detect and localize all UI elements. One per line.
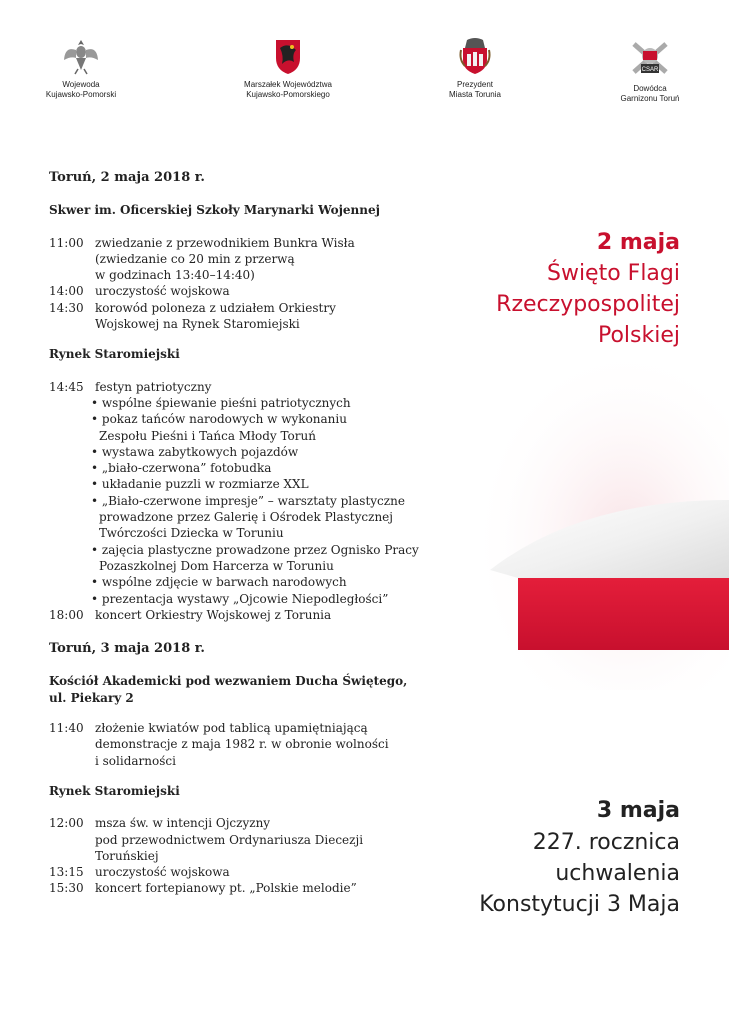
list-item: • wspólne zdjęcie w barwach narodowych	[91, 575, 347, 590]
schedule-text: korowód poloneza z udziałem Orkiestry	[95, 300, 336, 315]
schedule-text: złożenie kwiatów pod tablicą upamiętniającą	[95, 721, 368, 736]
eagle-emblem-icon	[61, 36, 101, 76]
day1-place1: Skwer im. Oficerskiej Szkoły Marynarki Wojennej	[49, 203, 380, 218]
schedule-item	[49, 815, 449, 864]
list-item: Twórczości Dziecka w Toruniu	[99, 526, 284, 541]
title-3-maja-line: uchwalenia	[555, 861, 680, 886]
list-item: • pokaz tańców narodowych w wykonaniu	[91, 412, 347, 427]
schedule-time: 14:00	[49, 284, 84, 299]
schedule-text: koncert Orkiestry Wojskowej z Torunia	[95, 607, 332, 622]
day2-place1	[49, 673, 449, 706]
title-3-maja-line: 227. rocznica	[532, 830, 680, 855]
schedule-text: w godzinach 13:40–14:40)	[95, 268, 255, 283]
day2-place1-line: Kościół Akademicki pod wezwaniem Ducha Świętego,	[49, 674, 408, 689]
title-2-maja-head: 2 maja	[596, 230, 680, 255]
schedule-text: Toruńskiej	[95, 848, 159, 863]
list-item: Pozaszkolnej Dom Harcerza w Toruniu	[99, 558, 334, 573]
day2-place1-line: ul. Piekary 2	[49, 690, 134, 705]
logo-prezydent	[400, 36, 550, 100]
day2-date: Toruń, 3 maja 2018 r.	[49, 641, 205, 657]
schedule-item	[49, 607, 449, 623]
title-2-maja-line: Polskiej	[597, 323, 680, 348]
festyn-bullet-list	[49, 395, 449, 607]
logo-caption-line: Kujawsko-Pomorski	[45, 90, 117, 99]
schedule-time: 13:15	[49, 865, 84, 880]
logo-marszalek	[213, 36, 363, 100]
schedule-text: uroczystość wojskowa	[95, 284, 230, 299]
title-3-maja	[479, 795, 680, 920]
schedule-text: i solidarności	[95, 753, 176, 768]
list-item: • zajęcia plastyczne prowadzone przez Ognisko Pracy	[91, 542, 419, 557]
list-item: • prezentacja wystawy „Ojcowie Niepodległości”	[91, 591, 389, 606]
logo-dowodca	[575, 36, 725, 104]
list-item: • „biało-czerwona” fotobudka	[91, 461, 272, 476]
schedule-item	[49, 880, 449, 896]
schedule-time: 14:45	[49, 379, 84, 394]
title-3-maja-line: Konstytucji 3 Maja	[479, 892, 680, 917]
title-2-maja-line: Święto Flagi	[546, 261, 680, 286]
schedule-time: 14:30	[49, 300, 84, 315]
schedule-time: 11:40	[49, 721, 84, 736]
schedule-item	[49, 720, 449, 769]
schedule-text: uroczystość wojskowa	[95, 865, 230, 880]
schedule-text: Wojskowej na Rynek Staromiejski	[95, 317, 300, 332]
title-3-maja-head: 3 maja	[596, 798, 680, 823]
logo-caption-line: Marszałek Województwa	[244, 80, 332, 89]
schedule-item	[49, 379, 449, 395]
logo-caption-line: Miasta Torunia	[449, 90, 501, 99]
schedule-text: festyn patriotyczny	[95, 379, 212, 394]
day1-place2: Rynek Staromiejski	[49, 347, 180, 362]
title-2-maja-line: Rzeczypospolitej	[496, 292, 680, 317]
list-item: Zespołu Pieśni i Tańca Młody Toruń	[99, 428, 316, 443]
schedule-time: 18:00	[49, 607, 84, 622]
list-item: • „Biało-czerwone impresje” – warsztaty plastyczne	[91, 493, 405, 508]
logo-caption-line: Garnizonu Toruń	[620, 94, 680, 103]
schedule-text: demonstracje z maja 1982 r. w obronie wolności	[95, 737, 389, 752]
list-item: • wspólne śpiewanie pieśni patriotycznych	[91, 395, 351, 410]
griffin-shield-icon	[268, 36, 308, 76]
schedule-text: koncert fortepianowy pt. „Polskie melodie”	[95, 881, 357, 896]
header-logos	[0, 36, 729, 116]
csar-badge-text: CSAR	[641, 67, 659, 73]
schedule-text: zwiedzanie z przewodnikiem Bunkra Wisła	[95, 235, 355, 250]
day2-place2: Rynek Staromiejski	[49, 783, 180, 798]
schedule-text: pod przewodnictwem Ordynariusza Diecezji	[95, 832, 364, 847]
logo-wojewoda	[6, 36, 156, 100]
schedule-text: msza św. w intencji Ojczyzny	[95, 816, 271, 831]
logo-caption-line: Wojewoda	[62, 80, 100, 89]
schedule-item	[49, 300, 449, 333]
polish-flag-graphic	[470, 360, 729, 690]
title-2-maja	[496, 228, 680, 351]
day1-date: Toruń, 2 maja 2018 r.	[49, 170, 205, 185]
schedule-time: 15:30	[49, 881, 84, 896]
schedule-time: 12:00	[49, 816, 84, 831]
schedule-time: 11:00	[49, 235, 84, 250]
logo-caption-line: Kujawsko-Pomorskiego	[246, 90, 330, 99]
list-item: • układanie puzzli w rozmiarze XXL	[91, 477, 309, 492]
schedule-item	[49, 864, 449, 880]
schedule-item	[49, 283, 449, 299]
list-item: prowadzone przez Galerię i Ośrodek Plastycznej	[99, 510, 393, 525]
logo-caption-line: Dowódca	[633, 84, 667, 93]
schedule-item	[49, 235, 449, 284]
torun-coat-of-arms-icon	[455, 36, 495, 76]
flag-red-stripe	[518, 578, 729, 650]
csar-emblem-icon	[628, 36, 672, 80]
program-column	[49, 170, 449, 897]
logo-caption-line: Prezydent	[456, 80, 494, 89]
schedule-text: (zwiedzanie co 20 min z przerwą	[95, 251, 295, 266]
list-item: • wystawa zabytkowych pojazdów	[91, 444, 299, 459]
